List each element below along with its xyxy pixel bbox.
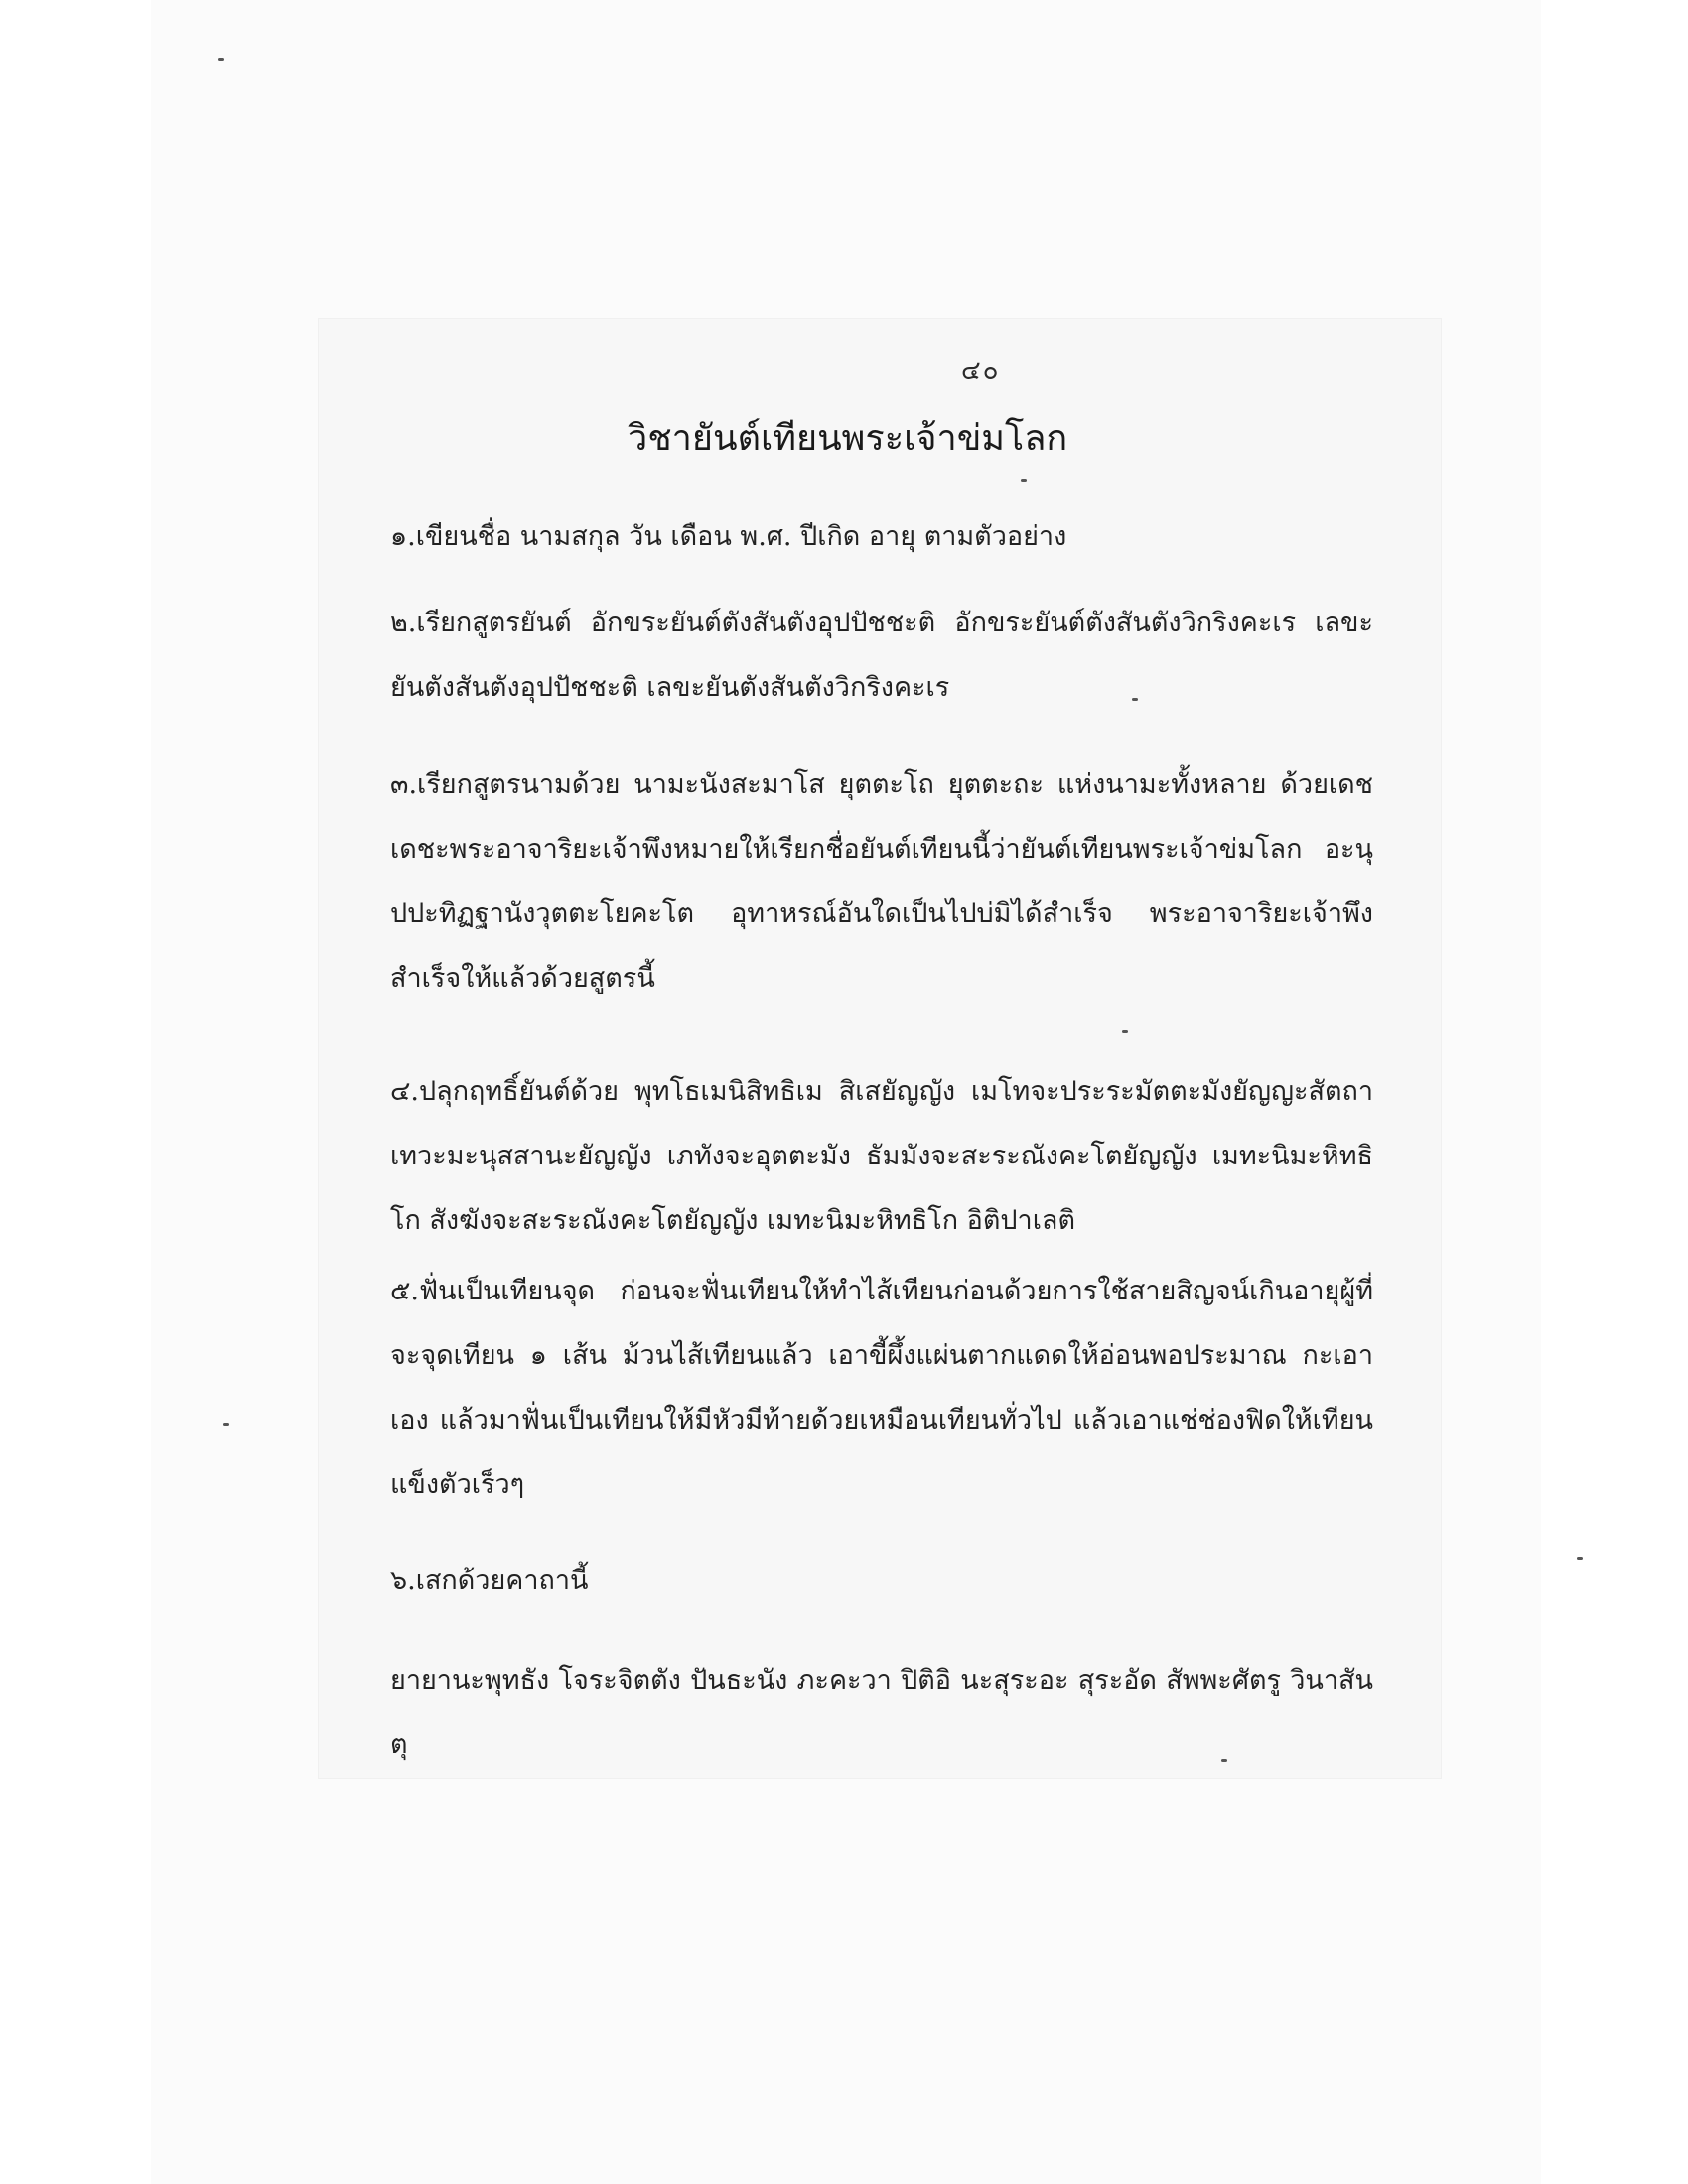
paragraph-text: ยายานะพุทธัง โจระจิตตัง ปันธะนัง ภะคะวา ปิติอิ นะสุระอะ สุระอัด สัพพะศัตรู วินาสันตุ [390,1665,1373,1760]
paragraph-3 [390,752,1373,1011]
scan-speck [1221,1759,1227,1762]
paragraph-7 [390,1648,1373,1777]
paragraph-text: ๕.ฟั่นเป็นเทียนจุด ก่อนจะฟั่นเทียนให้ทำไส้เทียนก่อนด้วยการใช้สายสิญจน์เกินอายุผู้ที่จะจุดเทียน ๑ เส้น ม้วนไส้เทียนแล้ว เอาขี้ผึ้งแผ่นตากแดดให้อ่อนพอประมาณ กะเอาเอง แล้วมาฟั่นเป็นเทียนให้มีหัวมีท้ายด้วยเหมือนเทียนทั่วไป แล้วเอาแช่ช่องฟิดให้เทียนแข็งตัวเร็วๆ [390,1276,1373,1500]
paragraph-6 [390,1549,1373,1613]
page-number: ๔๐ [961,356,1001,386]
paragraph-text: ๖.เสกด้วยคาถานี้ [390,1566,589,1596]
paragraph-text: ๑.เขียนชื่อ นามสกุล วัน เดือน พ.ศ. ปีเกิด อายุ ตามตัวอย่าง [390,521,1067,552]
scan-speck [1577,1557,1583,1560]
paragraph-text: ๓.เรียกสูตรนามด้วย นามะนังสะมาโส ยุตตะโถ ยุตตะถะ แห่งนามะทั้งหลาย ด้วยเดชเดชะพระอาจาริยะเจ้าพึงหมายให้เรียกชื่อยันต์เทียนนี้ว่ายันต์เทียนพระเจ้าข่มโลก อะนุปปะทิฏฐานังวุตตะโยคะโต อุทาหรณ์อันใดเป็นไปบ่มิได้สำเร็จ พระอาจาริยะเจ้าพึงสำเร็จให้แล้วด้วยสูตรนี้ [390,769,1373,994]
paragraph-5 [390,1259,1373,1517]
paragraph-4 [390,1059,1373,1253]
paragraph-text: ๒.เรียกสูตรยันต์ อักขระยันต์ตังสันตังอุปปัชชะติ อักขระยันต์ตังสันตังวิกริงคะเร เลขะยันตังสันตังอุปปัชชะติ เลขะยันตังสันตังวิกริงคะเร [390,608,1373,703]
scan-speck [1122,1030,1128,1033]
paragraph-1 [390,504,1373,569]
scan-speck [223,1423,229,1426]
paragraph-text: ๔.ปลุกฤทธิ์ยันต์ด้วย พุทโธเมนิสิทธิเม สิเสยัญญัง เมโทจะประระมัตตะมังยัญญะสัตถาเทวะมะนุสสานะยัญญัง เภทังจะอุตตะมัง ธัมมังจะสะระณังคะโตยัญญัง เมทะนิมะหิทธิโก สังฆังจะสะระณังคะโตยัญญัง เมทะนิมะหิทธิโก อิติปาเลติ [390,1076,1373,1236]
paragraph-2 [390,591,1373,720]
scan-speck [1132,698,1138,701]
page-title: วิชายันต์เทียนพระเจ้าข่มโลก [628,418,1068,459]
scan-speck [1021,479,1027,482]
scan-speck [218,58,224,61]
